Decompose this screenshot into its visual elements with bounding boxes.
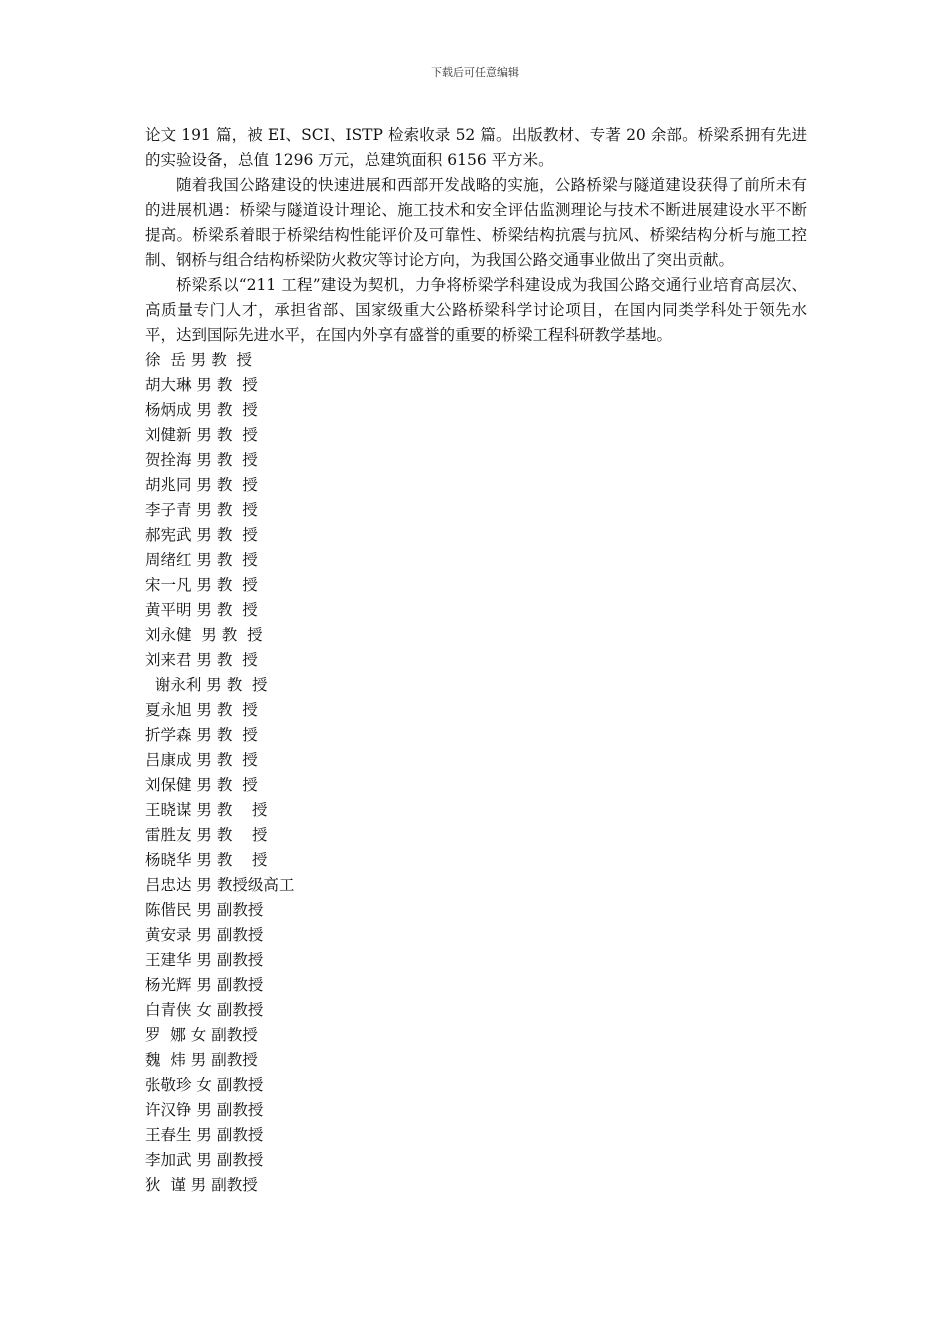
staff-entry: 王建华 男 副教授 — [145, 951, 264, 969]
staff-entry: 贺拴海 男 教 授 — [145, 451, 258, 469]
paragraph-2: 随着我国公路建设的快速进展和西部开发战略的实施，公路桥梁与隧道建设获得了前所未有的进展机遇：桥梁与隧道设计理论、施工技术和安全评估监测理论与技术不断进展建设水平不断提高。桥梁系着眼于桥梁结构性能评价及可靠性、桥梁结构抗震与抗风、桥梁结构分析与施工控制、钢桥与组合结构桥梁防火救灾等讨论方向，为我国公路交通事业做出了突出贡献。 — [145, 176, 807, 269]
paragraph-1: 论文 191 篇，被 EI、SCI、ISTP 检索收录 52 篇。出版教材、专著 20 余部。桥梁系拥有先进的实验设备，总值 1296 万元，总建筑面积 6156 平方米。 — [145, 126, 807, 169]
staff-entry: 折学森 男 教 授 — [145, 726, 258, 744]
staff-entry: 白青侠 女 副教授 — [145, 1001, 264, 1019]
staff-entry: 王晓谋 男 教 授 — [145, 801, 268, 819]
staff-entry: 张敬珍 女 副教授 — [145, 1076, 264, 1094]
staff-entry: 胡兆同 男 教 授 — [145, 476, 258, 494]
staff-entry: 黄平明 男 教 授 — [145, 601, 258, 619]
staff-entry: 李子青 男 教 授 — [145, 501, 258, 519]
staff-entry: 胡大琳 男 教 授 — [145, 376, 258, 394]
paragraph-3: 桥梁系以“211 工程”建设为契机，力争将桥梁学科建设成为我国公路交通行业培育高层次、高质量专门人才，承担省部、国家级重大公路桥梁科学讨论项目，在国内同类学科处于领先水平，达到国际先进水平，在国内外享有盛誉的重要的桥梁工程科研教学基地。 — [145, 276, 807, 344]
staff-entry: 郝宪武 男 教 授 — [145, 526, 258, 544]
staff-entry: 雷胜友 男 教 授 — [145, 826, 268, 844]
staff-list — [145, 348, 807, 1198]
staff-entry: 刘来君 男 教 授 — [145, 651, 258, 669]
document-body — [145, 123, 807, 1198]
staff-entry: 许汉铮 男 副教授 — [145, 1101, 264, 1119]
staff-entry: 魏 炜 男 副教授 — [145, 1051, 258, 1069]
staff-entry: 夏永旭 男 教 授 — [145, 701, 258, 719]
staff-entry: 李加武 男 副教授 — [145, 1151, 264, 1169]
staff-entry: 宋一凡 男 教 授 — [145, 576, 258, 594]
staff-entry: 杨炳成 男 教 授 — [145, 401, 258, 419]
staff-entry: 黄安录 男 副教授 — [145, 926, 264, 944]
staff-entry: 陈偕民 男 副教授 — [145, 901, 264, 919]
staff-entry: 杨晓华 男 教 授 — [145, 851, 268, 869]
staff-entry: 吕忠达 男 教授级高工 — [145, 876, 295, 894]
staff-entry: 徐 岳 男 教 授 — [145, 351, 253, 369]
staff-entry: 刘健新 男 教 授 — [145, 426, 258, 444]
staff-entry: 谢永利 男 教 授 — [145, 676, 268, 694]
staff-entry: 刘保健 男 教 授 — [145, 776, 258, 794]
staff-entry: 杨光辉 男 副教授 — [145, 976, 264, 994]
staff-entry: 周绪红 男 教 授 — [145, 551, 258, 569]
staff-entry: 吕康成 男 教 授 — [145, 751, 258, 769]
page-header: 下载后可任意编辑 — [431, 66, 519, 79]
staff-entry: 刘永健 男 教 授 — [145, 626, 263, 644]
staff-entry: 罗 娜 女 副教授 — [145, 1026, 258, 1044]
staff-entry: 王春生 男 副教授 — [145, 1126, 264, 1144]
staff-entry: 狄 谨 男 副教授 — [145, 1176, 258, 1194]
